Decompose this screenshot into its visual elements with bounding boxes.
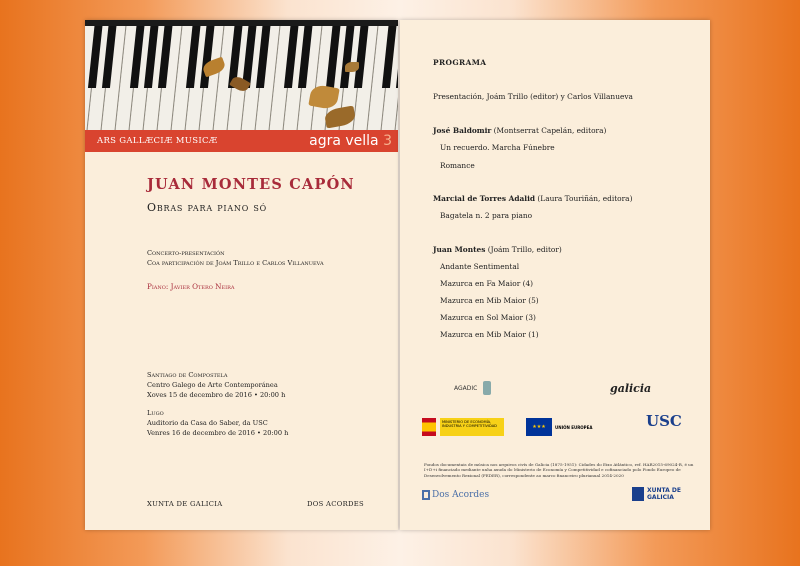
work-item: Romance bbox=[440, 161, 475, 170]
eu-logo: ★★★ UNIÓN EUROPEA bbox=[526, 418, 592, 436]
programme-sheet bbox=[400, 20, 710, 530]
composer-baldomir: José Baldomir (Montserrat Capelán, editora) bbox=[433, 126, 607, 135]
piano-photo bbox=[85, 20, 398, 130]
venue2-city: Lugo bbox=[147, 409, 164, 417]
work-item: Mazurca en Mib Maior (1) bbox=[440, 330, 539, 339]
venue2-date: Venres 16 de decembro de 2016 • 20:00 h bbox=[147, 429, 289, 437]
venue1-city: Santiago de Compostela bbox=[147, 371, 228, 379]
collection-name: agra vella 3 bbox=[309, 133, 392, 149]
footer-dos-acordes: DOS ACORDES bbox=[307, 500, 365, 508]
work-item: Bagatela n. 2 para piano bbox=[440, 211, 533, 220]
programme-heading: PROGRAMA bbox=[433, 58, 487, 67]
venue2-place: Auditorio da Casa do Saber, da USC bbox=[147, 419, 268, 427]
composer-montes: Juan Montes (Joám Trillo, editor) bbox=[433, 245, 562, 254]
composer-title: JUAN MONTES CAPÓN bbox=[147, 176, 355, 193]
pianist-line: Piano: Javier Otero Neira bbox=[147, 282, 235, 291]
work-subtitle: Obras para piano só bbox=[147, 201, 268, 214]
work-item: Mazurca en Sol Maior (3) bbox=[440, 313, 536, 322]
galicia-logo: galicia bbox=[610, 382, 652, 395]
venue1-place: Centro Galego de Arte Contemporánea bbox=[147, 381, 278, 389]
event-line-2: Coa participación de Joám Trillo e Carlos Villanueva bbox=[147, 259, 324, 267]
ministerio-logo: MINISTERIO DE ECONOMÍA, INDUSTRIA Y COMPETITIVIDAD bbox=[422, 418, 504, 436]
work-item: Un recuerdo. Marcha Fúnebre bbox=[440, 143, 555, 152]
funding-note: Fondos documentais de música nos arquivos civís de Galicia (1875-1951): Cidades do Eixo Atlántico, ref. HAR2015-69024-R, é un I+D+i financiado mediante unha axuda do Ministerio de Economía y Competitividad e cofinanciado polo Fondo Europeo de Desenvolvemento Rexional (FEDER), correspondente ao marco financeiro plurianual 2014-2020 bbox=[424, 462, 694, 478]
series-band bbox=[85, 130, 398, 152]
usc-logo: USC bbox=[646, 412, 682, 430]
work-item: Andante Sentimental bbox=[440, 262, 520, 271]
composer-torres-adalid: Marcial de Torres Adalid (Laura Touriñán, editora) bbox=[433, 194, 633, 203]
work-item: Mazurca en Mib Maior (5) bbox=[440, 296, 539, 305]
footer-xunta: XUNTA DE GALICIA bbox=[147, 500, 223, 508]
programme-intro: Presentación, Joám Trillo (editor) y Carlos Villanueva bbox=[433, 92, 633, 101]
xunta-logo: XUNTA DE GALICIA bbox=[632, 487, 681, 501]
event-line-1: Concerto-presentación bbox=[147, 249, 225, 257]
agadic-logo: AGADIC bbox=[454, 381, 491, 395]
venue1-date: Xoves 15 de decembro de 2016 • 20:00 h bbox=[147, 391, 286, 399]
invitation-cover bbox=[85, 20, 398, 530]
work-item: Mazurca en Fa Maior (4) bbox=[440, 279, 534, 288]
series-name: ARS GALLÆCIÆ MUSICÆ bbox=[97, 136, 218, 146]
dos-acordes-logo: Dos Acordes bbox=[422, 490, 489, 500]
